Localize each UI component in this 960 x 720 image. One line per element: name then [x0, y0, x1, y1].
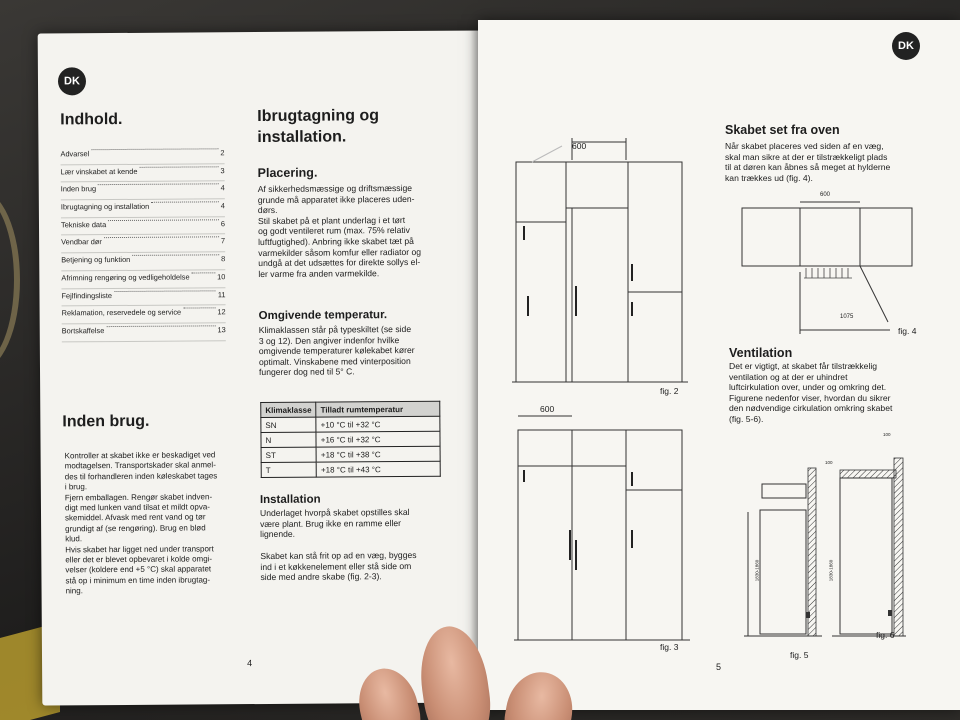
- toc-entry-page: 4: [220, 201, 225, 211]
- installation-title: Installation: [259, 493, 321, 507]
- toc-entry-title: Tekniske data: [60, 219, 107, 230]
- toc-row: [61, 164, 225, 183]
- klima-cell: +18 °C til +43 °C: [316, 461, 440, 477]
- toc-leader: [104, 237, 219, 239]
- fig5-height: 1830-1860: [754, 559, 760, 582]
- toc-entry-title: Vendbar dør: [61, 237, 102, 247]
- toc-row: [61, 270, 225, 289]
- toc-entry-page: 3: [220, 165, 225, 175]
- toc-entry-title: Lær vinskabet at kende: [60, 166, 138, 177]
- toc-entry-page: 7: [220, 236, 226, 246]
- fig6-dim-100-side: 100: [825, 460, 833, 465]
- right-page: [478, 20, 960, 710]
- toc-row: [61, 217, 225, 236]
- ventilation-title: Ventilation: [729, 346, 793, 360]
- toc-row: [62, 305, 226, 324]
- fig5-drawing: [742, 452, 824, 642]
- fig6-label: fig. 6: [876, 630, 895, 640]
- toc-entry-page: 6: [220, 219, 226, 229]
- page-number-left: 4: [247, 658, 253, 669]
- placering-title: Placering.: [257, 165, 318, 181]
- fig4-drawing: [736, 192, 916, 342]
- klima-table: [260, 401, 441, 478]
- fig4-label: fig. 4: [898, 326, 917, 336]
- toc-leader: [151, 201, 219, 202]
- toc-entry-title: Reklamation, reservedele og service: [61, 307, 182, 318]
- toc-title: Indhold.: [60, 110, 123, 129]
- klima-cell: N: [261, 432, 316, 447]
- toc-leader: [108, 219, 219, 221]
- table-row: [261, 431, 440, 447]
- toc-entry-page: 12: [217, 307, 226, 317]
- toc-entry-page: 4: [220, 183, 225, 193]
- inden-title: Inden brug.: [62, 412, 150, 431]
- klima-cell: +16 °C til +32 °C: [316, 431, 440, 447]
- klima-header-cell: Tilladt rumtemperatur: [316, 401, 440, 417]
- inden-text: Kontroller at skabet ikke er beskadiget ved modtagelsen. Transportskader skal anmel- des til forhandleren inden køleskabet tages i brug. Fjern emballagen. Rengør skabet indven- digt med lunken vand tilsat et mildt opva- skemiddel. Afvask med rent vand og tør grundigt af (se rengøring). Brug en blød klud. Hvis skabet har ligget ned under transport eller det er blevet opbevaret i kolde omgi- velser (koldere end +5 °C) skal apparatet stå op i minimum en time inden ibrugtag- ning.: [64, 450, 218, 596]
- toc-entry-page: 11: [217, 289, 226, 299]
- page-number-right: 5: [716, 662, 722, 672]
- klima-cell: T: [261, 462, 316, 477]
- toc-leader: [183, 308, 215, 309]
- fig6-height: 1830-1860: [828, 559, 834, 582]
- fig5-label: fig. 5: [790, 650, 809, 660]
- toc-entry-title: Inden brug: [60, 184, 97, 194]
- fig4-dim-600: 600: [820, 192, 831, 198]
- toc-entry-title: Bortskaffelse: [61, 325, 105, 336]
- top-view-text: Når skabet placeres ved siden af en væg, skal man sikre at der er tilstrækkeligt plads til at døren kan åbnes så meget at hylderne kan trækkes ud (fig. 4).: [725, 141, 891, 183]
- toc-entry-title: Ibrugtagning og installation: [60, 201, 150, 212]
- toc-leader: [114, 290, 216, 292]
- fig2-drawing: [512, 136, 692, 386]
- table-of-contents: [60, 146, 225, 342]
- fig6-dim-100-top: 100: [883, 432, 891, 437]
- placering-text: Af sikkerhedsmæssige og driftsmæssige grunde må apparatet ikke placeres uden- dørs. Stil skabet på et plant underlag i et tørt og godt ventileret rum (max. 75% relativ luftfugtighed). Anbring ikke skabet tæt på varmekilder såsom komfur eller radiator og undgå at det udsættes for direkte sollys el- ler varme fra anden varmekilde.: [257, 182, 422, 279]
- language-badge: DK: [58, 67, 86, 95]
- toc-entry-title: Fejlfindingsliste: [61, 290, 113, 300]
- toc-entry-title: Betjening og funktion: [61, 255, 131, 265]
- language-badge-right: DK: [892, 32, 920, 60]
- top-view-title: Skabet set fra oven: [725, 123, 840, 137]
- toc-row: [62, 323, 226, 342]
- toc-leader: [106, 325, 215, 327]
- fig4-dim-1075: 1075: [840, 314, 854, 320]
- klima-cell: +18 °C til +38 °C: [316, 446, 440, 462]
- installation-text-1: Underlaget hvorpå skabet opstilles skal være plant. Brug ikke en ramme eller lignende.: [259, 506, 410, 540]
- omg-title: Omgivende temperatur.: [258, 309, 388, 323]
- toc-leader: [139, 166, 218, 168]
- fig2-dim-600: 600: [572, 141, 587, 151]
- ventilation-text: Det er vigtigt, at skabet får tilstrækkelig ventilation og at der er uhindret luftcirkulation over, under og omkring det. Figurene nedenfor viser, hvordan du sikrer den nødvendige cirkulation omkring skabet (fig. 5-6).: [729, 361, 893, 424]
- toc-leader: [98, 184, 219, 186]
- fig3-label: fig. 3: [660, 642, 679, 652]
- klima-cell: +10 °C til +32 °C: [316, 416, 440, 432]
- toc-row: [61, 182, 225, 201]
- toc-row: [60, 146, 224, 165]
- left-page: [38, 30, 488, 705]
- table-row: [261, 446, 440, 462]
- fig3-drawing: [514, 410, 694, 660]
- ibrug-title: Ibrugtagning og installation.: [257, 107, 380, 147]
- fig2-label: fig. 2: [660, 386, 679, 396]
- toc-leader: [192, 272, 216, 273]
- toc-entry-title: Advarsel: [60, 149, 90, 159]
- table-row: [261, 416, 440, 432]
- klima-cell: ST: [261, 447, 316, 462]
- toc-entry-title: Afrimning rengøring og vedligeholdelse: [61, 272, 190, 283]
- klima-cell: SN: [261, 417, 316, 432]
- toc-entry-page: 2: [220, 148, 225, 158]
- toc-entry-page: 13: [217, 325, 226, 335]
- installation-text-2: Skabet kan stå frit op ad en væg, bygges ind i et køkkenelement eller stå side om side med andre skabe (fig. 2-3).: [260, 549, 417, 583]
- toc-row: [61, 199, 225, 218]
- fig3-dim-600: 600: [540, 404, 555, 414]
- toc-row: [61, 235, 225, 254]
- toc-entry-page: 8: [221, 254, 226, 264]
- toc-leader: [91, 148, 218, 150]
- klima-header-cell: Klimaklasse: [261, 402, 316, 417]
- toc-row: [61, 252, 225, 271]
- fig6-drawing: [830, 444, 910, 644]
- toc-row: [61, 288, 225, 307]
- table-row: [261, 461, 440, 477]
- toc-leader: [132, 254, 219, 256]
- omg-text: Klimaklassen står på typeskiltet (se side 3 og 12). Den angiver indenfor hvilke omgivende temperaturer kølekabet kører optimalt. Vinskabene med vinterposition fungerer dog ned til 5° C.: [258, 323, 415, 378]
- toc-entry-page: 10: [217, 272, 226, 282]
